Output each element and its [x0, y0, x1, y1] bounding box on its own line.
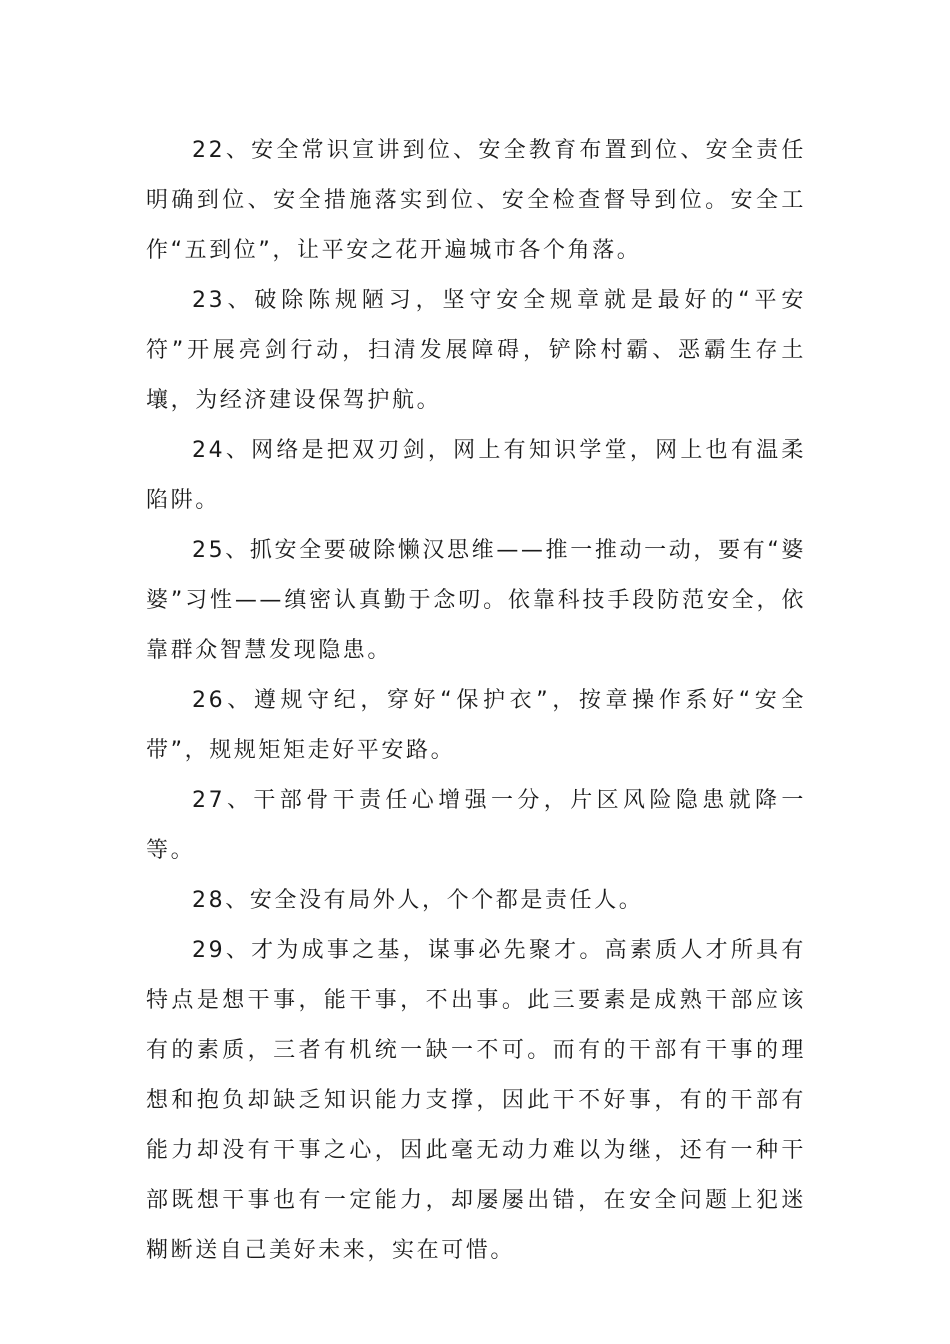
paragraph-27: 27、干部骨干责任心增强一分，片区风险隐患就降一等。	[146, 788, 806, 863]
paragraph-23: 23、破除陈规陋习，坚守安全规章就是最好的“平安符”开展亮剑行动，扫清发展障碍，铲除村霸、恶霸生存土壤，为经济建设保驾护航。	[146, 288, 806, 413]
paragraph-26: 26、遵规守纪，穿好“保护衣”，按章操作系好“安全带”，规规矩矩走好平安路。	[146, 688, 806, 763]
document-body	[146, 126, 806, 1276]
paragraph-28: 28、安全没有局外人，个个都是责任人。	[192, 888, 644, 913]
paragraph-29: 29、才为成事之基，谋事必先聚才。高素质人才所具有特点是想干事，能干事，不出事。此三要素是成熟干部应该有的素质，三者有机统一缺一不可。而有的干部有干事的理想和抱负却缺乏知识能力支撑，因此干不好事，有的干部有能力却没有干事之心，因此毫无动力难以为继，还有一种干部既想干事也有一定能力，却屡屡出错，在安全问题上犯迷糊断送自己美好未来，实在可惜。	[146, 938, 806, 1263]
paragraph-22: 22、安全常识宣讲到位、安全教育布置到位、安全责任明确到位、安全措施落实到位、安全检查督导到位。安全工作“五到位”，让平安之花开遍城市各个角落。	[146, 138, 806, 263]
paragraph-24: 24、网络是把双刃剑，网上有知识学堂，网上也有温柔陷阱。	[146, 438, 806, 513]
paragraph-25: 25、抓安全要破除懒汉思维——推一推动一动，要有“婆婆”习性——缜密认真勤于念叨。依靠科技手段防范安全，依靠群众智慧发现隐患。	[146, 538, 806, 663]
